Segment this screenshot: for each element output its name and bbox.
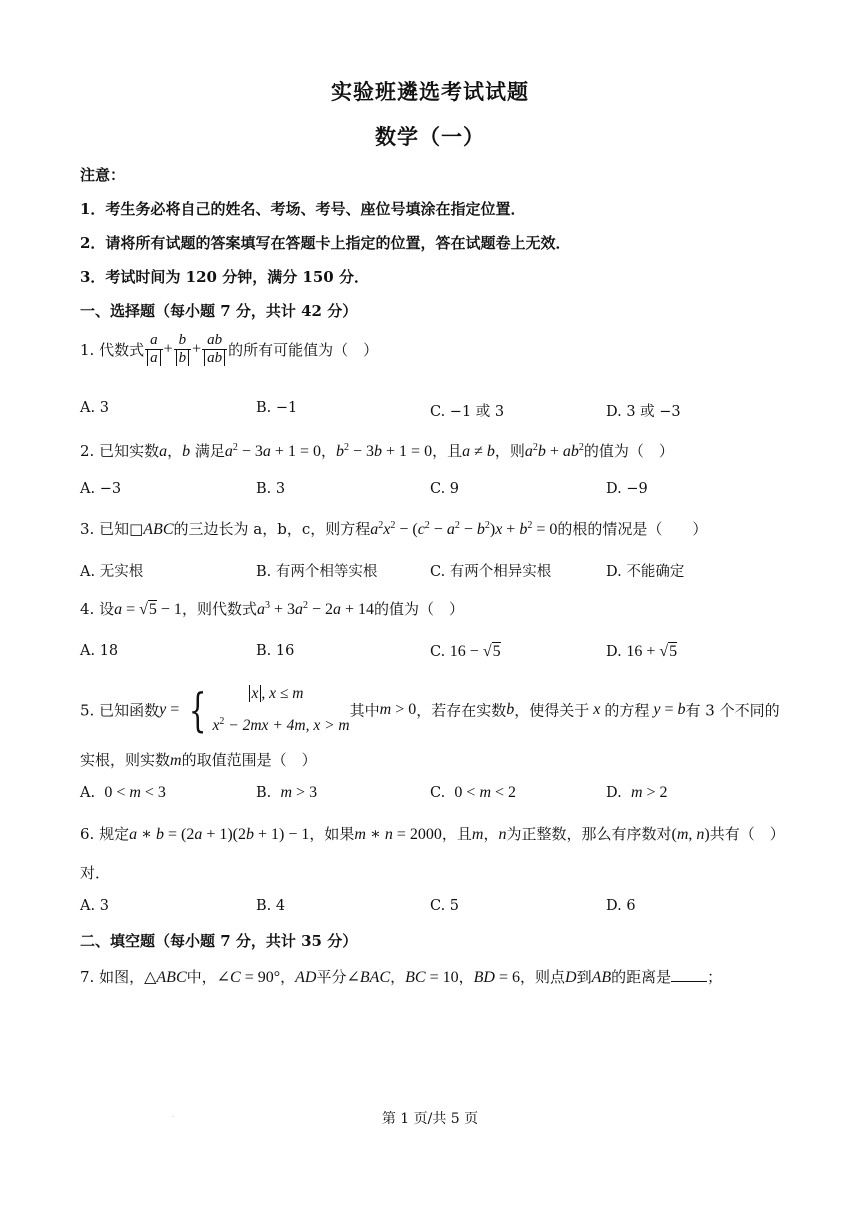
question-3: 3. 已知□ABC的三边长为 a，b，c，则方程$a^2x^2 - (c^2 - a^2 - b^2)x + b^2 = 0$的根的情况是（ ） bbox=[80, 520, 708, 538]
q5-mid4: 的方程 bbox=[604, 701, 650, 720]
q6-option-a: A. 3 bbox=[80, 898, 109, 914]
q5-option-d: D. m > 2 bbox=[606, 784, 668, 801]
q5-cases: x , x ≤ m $x^2 - 2mx + 4m$, x > m bbox=[212, 685, 350, 735]
q7-mid: 中， bbox=[186, 968, 217, 986]
question-6: 6. 规定a ∗ b = (2a + 1)(2b + 1) − 1，如果m ∗ n = 2000，且m，n为正整数，那么有序数对(m, n)共有（ ） bbox=[80, 825, 785, 843]
q3-option-a: A. 无实根 bbox=[80, 564, 144, 580]
q3-option-c: C. 有两个相异实根 bbox=[430, 564, 552, 580]
q2-option-c: C. 9 bbox=[430, 481, 460, 497]
q4-suffix: 的值为（ ） bbox=[374, 600, 465, 618]
q6-option-b: B. 4 bbox=[256, 898, 286, 914]
q1-option-c: C. −1 或 3 bbox=[430, 404, 505, 420]
q7-end: ； bbox=[707, 968, 723, 986]
q3-option-d: D. 不能确定 bbox=[606, 564, 685, 580]
page-footer: 第 1 页/共 5 页 bbox=[381, 1111, 479, 1127]
q5-line2b: 的取值范围是（ ） bbox=[181, 751, 317, 769]
q1-option-a: A. 3 bbox=[80, 400, 109, 416]
footer-dot: · bbox=[172, 1114, 174, 1121]
question-5: 5. 已知函数y = { x , x ≤ m $x^2 - 2mx + 4m$, x > m 其中m > 0，若存在实数b，使得关于 x 的方程 y = b有 3 个不同的 bbox=[80, 680, 780, 740]
q5-line2: 实根，则实数 bbox=[80, 751, 171, 769]
q4-option-d: D. 16 + √5 bbox=[606, 643, 678, 660]
q5-mid2: ，若存在实数 bbox=[416, 701, 507, 720]
q5-prefix: 5. 已知函数 bbox=[80, 701, 160, 720]
q4-option-c: C. 16 − √5 bbox=[430, 643, 501, 660]
exam-subtitle: 数学（一） bbox=[375, 124, 485, 149]
q5-option-c: C. 0 < m < 2 bbox=[430, 784, 517, 801]
q5-mid3: ，使得关于 bbox=[514, 701, 590, 720]
q5-mid: 其中 bbox=[349, 701, 380, 720]
q6-option-d: D. 6 bbox=[606, 898, 636, 914]
question-2: 2. 已知实数a，b 满足$a^2 - 3a + 1 = 0$，$b^2 - 3b + 1 = 0$，且a ≠ b，则$a^2b + ab^2$的值为（ ） bbox=[80, 442, 674, 460]
q7-mid5: 的距离是 bbox=[611, 968, 672, 986]
q1-prefix: 1. 代数式 bbox=[80, 341, 145, 359]
section2-heading: 二、填空题（每小题 7 分，共计 35 分） bbox=[80, 932, 358, 950]
q5-option-b: B. m > 3 bbox=[256, 784, 318, 801]
q6-line2: 对． bbox=[80, 864, 111, 882]
q3-option-b: B. 有两个相等实根 bbox=[256, 564, 378, 580]
q1-frac-b: $\frac{b}{b}$ bbox=[174, 332, 192, 367]
q4-option-b: B. 16 bbox=[256, 643, 295, 659]
q2-option-b: B. 3 bbox=[256, 481, 286, 497]
q1-frac-a: $\frac{a}{a}$ bbox=[145, 332, 163, 367]
q6-prefix: 6. 规定 bbox=[80, 825, 130, 843]
q6-mid3: 为正整数，那么有序数对 bbox=[506, 825, 672, 843]
q3-suffix: 的根的情况是（ ） bbox=[557, 520, 708, 538]
q3-prefix: 3. 已知 bbox=[80, 520, 130, 538]
q6-mid4: 共有（ ） bbox=[709, 825, 785, 843]
q6-option-c: C. 5 bbox=[430, 898, 460, 914]
notice-item-3: 3．考试时间为 120 分钟，满分 150 分． bbox=[80, 268, 369, 286]
notice-item-2: 2．请将所有试题的答案填写在答题卡上指定的位置，答在试题卷上无效． bbox=[80, 234, 571, 252]
q3-mid: 的三边长为 a，b，c，则方程 bbox=[173, 520, 371, 538]
notice-item-1: 1．考生务必将自己的姓名、考场、考号、座位号填涂在指定位置． bbox=[80, 200, 526, 218]
q1-option-b: B. −1 bbox=[256, 400, 298, 416]
q5-option-a: A. 0 < m < 3 bbox=[80, 784, 166, 801]
exam-title: 实验班遴选考试试题 bbox=[331, 79, 529, 104]
q2-option-a: A. −3 bbox=[80, 481, 122, 497]
question-1: 1. 代数式 $\frac{a}{a}$ + $\frac{b}{b}$ + $\frac{ab}{ab}$ 的所有可能值为（ ） bbox=[80, 332, 379, 366]
q7-mid3: ，则点 bbox=[520, 968, 566, 986]
q4-option-a: A. 18 bbox=[80, 643, 119, 659]
question-5-line2: 实根，则实数m的取值范围是（ ） bbox=[80, 751, 317, 769]
q7-prefix: 7. 如图， bbox=[80, 968, 145, 986]
q1-suffix: 的所有可能值为（ ） bbox=[228, 341, 379, 359]
answer-blank bbox=[671, 967, 707, 982]
q7-mid2: 平分 bbox=[316, 968, 347, 986]
q6-mid: ，如果 bbox=[309, 825, 355, 843]
q1-frac-ab: $\frac{ab}{ab}$ bbox=[202, 332, 227, 367]
q4-mid: ，则代数式 bbox=[181, 600, 257, 618]
q1-option-d: D. 3 或 −3 bbox=[606, 404, 681, 420]
section1-heading: 一、选择题（每小题 7 分，共计 42 分） bbox=[80, 302, 358, 320]
q2-option-d: D. −9 bbox=[606, 481, 648, 497]
q5-mid5: 有 3 个不同的 bbox=[685, 701, 780, 720]
notice-heading: 注意： bbox=[80, 166, 126, 184]
question-7: 7. 如图，△ABC中，∠C = 90°，AD平分∠BAC，BC = 10，BD = 6，则点D到AB的距离是 ； bbox=[80, 968, 723, 986]
q6-mid2: ，且 bbox=[441, 825, 472, 843]
q5-brace: { bbox=[189, 683, 207, 738]
q7-mid4: 到 bbox=[576, 968, 592, 986]
q2-prefix: 2. 已知实数 bbox=[80, 442, 160, 460]
q4-prefix: 4. 设 bbox=[80, 600, 115, 618]
question-4: 4. 设a = √5 − 1，则代数式$a^3 + 3a^2 - 2a + 14$的值为（ ） bbox=[80, 600, 465, 618]
